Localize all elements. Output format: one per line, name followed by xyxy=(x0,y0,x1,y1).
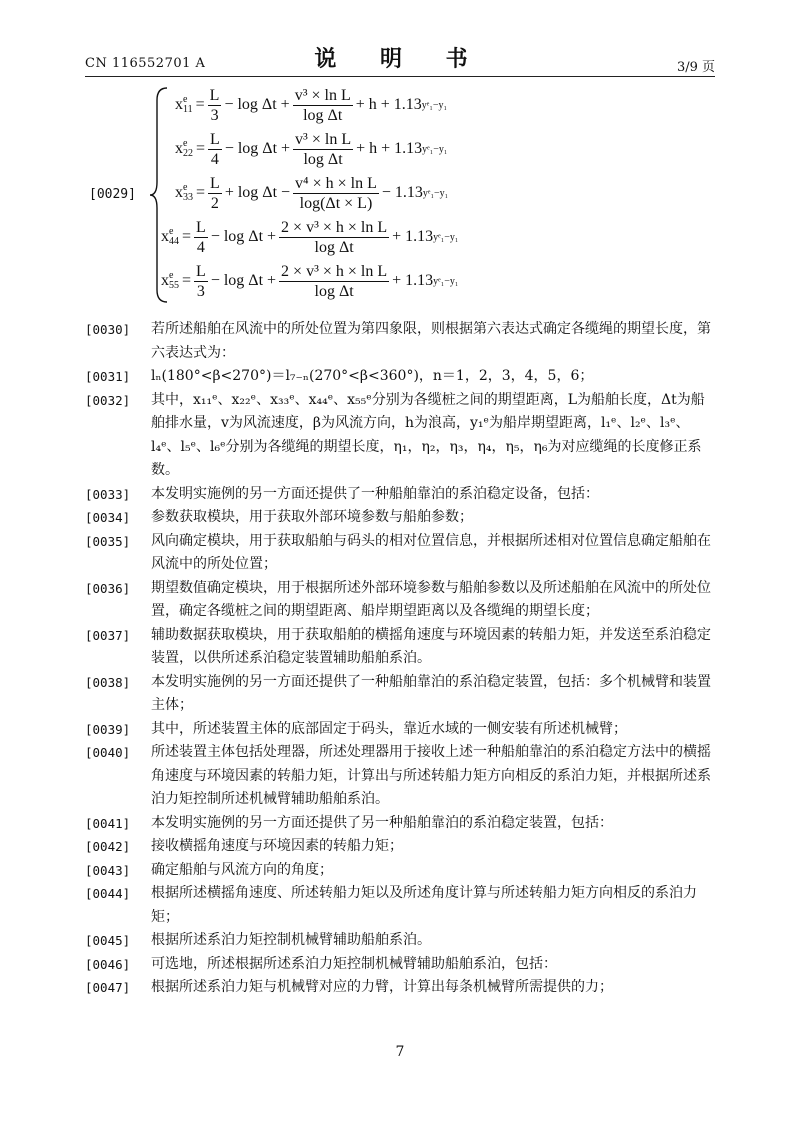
fraction xyxy=(293,86,353,125)
paragraph-number: [0038] xyxy=(85,674,131,690)
fraction-numerator: L xyxy=(210,130,220,148)
paragraph-number: [0040] xyxy=(85,745,131,760)
paragraph-number: [0047] xyxy=(85,980,131,995)
paragraph-text: 本发明实施例的另一方面还提供了一种船舶靠泊的系泊稳定装置，包括：多个机械臂和装置主体； xyxy=(151,673,711,713)
fraction-denominator: log(Δt × L) xyxy=(299,194,373,212)
fraction-denominator: log Δt xyxy=(303,150,343,168)
paragraph-number: [0043] xyxy=(85,862,131,878)
paragraph-text: 根据所述系泊力矩控制机械臂辅助船舶系泊。 xyxy=(151,932,431,948)
fraction-denominator: 3 xyxy=(210,106,219,124)
equation-term: + log Δt − xyxy=(224,184,291,201)
equation-term: + h + 1.13 xyxy=(356,140,423,157)
paragraph-number: [0042] xyxy=(85,839,131,854)
equation-lhs: x xyxy=(161,272,169,289)
paragraph xyxy=(85,624,715,671)
equation-superscript: e xyxy=(169,226,174,237)
fraction xyxy=(279,262,389,301)
equation-superscript: e xyxy=(169,270,174,281)
paragraph xyxy=(85,318,715,365)
paragraph xyxy=(85,859,715,883)
paragraph-number: [0032] xyxy=(85,392,131,408)
paragraph-text: 本发明实施例的另一方面还提供了一种船舶靠泊的系泊稳定设备，包括： xyxy=(151,485,599,502)
paragraph xyxy=(85,953,715,977)
equation-superscript: e xyxy=(183,94,188,105)
fraction xyxy=(279,218,389,257)
paragraph xyxy=(85,929,715,953)
paragraph xyxy=(85,671,715,718)
paragraph xyxy=(85,577,715,624)
equation-subscript: 44 xyxy=(169,236,179,247)
paragraph-text: 确定船舶与风流方向的角度； xyxy=(151,861,333,878)
paragraph-text: 本发明实施例的另一方面还提供了另一种船舶靠泊的系泊稳定装置，包括： xyxy=(151,814,613,831)
paragraph-number: [0033] xyxy=(85,486,131,502)
paragraph-text: 根据所述系泊力矩与机械臂对应的力臂，计算出每条机械臂所需提供的力； xyxy=(151,979,613,995)
paragraph-text: 其中，x₁₁ᵉ、x₂₂ᵉ、x₃₃ᵉ、x₄₄ᵉ、x₅₅ᵉ分别为各缆桩之间的期望距离，L为船舶长度，Δt为船舶排水量，v为风流速度，β为风流方向，h为浪高，y₁ᵉ为船岸期望距离，l₁ᵉ、l₂ᵉ、l₃ᵉ、l₄ᵉ、l₅ᵉ、l₆ᵉ分别为各缆绳的期望长度，η₁，η₂，η₃，η₄，η₅，η₆为对应缆绳的长度修正系数。 xyxy=(151,391,705,478)
fraction-denominator: log Δt xyxy=(303,106,343,124)
paragraph-text: 辅助数据获取模块，用于获取船舶的横摇角速度与环境因素的转船力矩，并发送至系泊稳定装置，以供所述系泊稳定装置辅助船舶系泊。 xyxy=(151,626,711,666)
fraction xyxy=(293,130,353,169)
equation-row xyxy=(175,84,447,126)
fraction xyxy=(293,174,379,213)
fraction xyxy=(194,262,208,301)
fraction-denominator: 3 xyxy=(196,282,205,300)
equation-row xyxy=(161,260,458,302)
fraction-numerator: L xyxy=(196,218,206,236)
equation-superscript: e xyxy=(183,138,188,149)
fraction-denominator: 2 xyxy=(210,194,219,212)
equals-sign: = xyxy=(196,140,206,157)
fraction xyxy=(208,174,222,213)
page-title: 说 明 书 xyxy=(314,46,486,72)
paragraph xyxy=(85,976,715,1000)
fraction-denominator: 4 xyxy=(210,150,219,168)
formula-block xyxy=(85,84,715,306)
fraction-numerator: 2 × v³ × h × ln L xyxy=(281,218,388,236)
equation-indices xyxy=(183,183,193,203)
equation-row xyxy=(175,172,448,214)
header-divider xyxy=(85,76,715,77)
equation-subscript: 55 xyxy=(169,280,179,291)
equation-lhs: x xyxy=(161,228,169,245)
fraction-denominator: log Δt xyxy=(314,238,354,256)
paragraph xyxy=(85,506,715,530)
equation-lhs: x xyxy=(175,140,183,157)
equation-row xyxy=(161,216,458,258)
equation-term: − log Δt + xyxy=(210,272,277,289)
paragraph-text: 若所述船舶在风流中的所处位置为第四象限，则根据第六表达式确定各缆绳的期望长度，第六表达式为： xyxy=(151,321,711,361)
page-header xyxy=(85,42,715,74)
equation-indices xyxy=(169,227,179,247)
equation-term: − 1.13 xyxy=(381,184,423,201)
equation-term: + h + 1.13 xyxy=(355,96,422,113)
equation-term: + 1.13 xyxy=(392,272,434,289)
paragraph-number: [0044] xyxy=(85,886,131,901)
paragraph-number: [0036] xyxy=(85,580,131,596)
fraction-numerator: L xyxy=(196,262,206,280)
paragraph xyxy=(85,365,715,389)
paragraph-number: [0030] xyxy=(85,322,131,337)
paragraph-number: [0041] xyxy=(85,815,131,831)
equation-indices xyxy=(183,95,193,115)
page-number: 7 xyxy=(395,1044,405,1060)
paragraph-number: [0046] xyxy=(85,956,131,972)
page-indicator: 3/9 页 xyxy=(676,60,715,75)
equation-subscript: 22 xyxy=(183,148,193,159)
paragraph-number: [0037] xyxy=(85,627,131,643)
paragraph xyxy=(85,718,715,742)
paragraph xyxy=(85,483,715,507)
paragraph xyxy=(85,882,715,929)
fraction-denominator: 4 xyxy=(196,238,205,256)
equation-lhs: x xyxy=(175,96,183,113)
paragraph-text: lₙ(180°<β<270°)＝l₇₋ₙ(270°<β<360°)，n＝1，2，3，4，5，6； xyxy=(151,368,594,384)
paragraph-number: [0045] xyxy=(85,933,131,948)
paragraph xyxy=(85,835,715,859)
equals-sign: = xyxy=(196,184,206,201)
equation-exponent: yᵉ₁−y₁ xyxy=(422,187,449,199)
paragraph-text: 根据所述横摇角速度、所述转船力矩以及所述角度计算与所述转船力矩方向相反的系泊力矩； xyxy=(151,885,697,925)
paragraph-text: 期望数值确定模块，用于根据所述外部环境参数与船舶参数以及所述船舶在风流中的所处位置，确定各缆桩之间的期望距离、船岸期望距离以及各缆绳的期望长度； xyxy=(151,579,711,619)
fraction-numerator: v⁴ × h × ln L xyxy=(295,174,377,192)
publication-number: CN 116552701 A xyxy=(85,56,206,71)
equation-subscript: 33 xyxy=(183,192,193,203)
paragraph xyxy=(85,741,715,812)
equation-term: − log Δt + xyxy=(210,228,277,245)
paragraph-text: 所述装置主体包括处理器，所述处理器用于接收上述一种船舶靠泊的系泊稳定方法中的横摇角速度与环境因素的转船力矩，计算出与所述转船力矩方向相反的系泊力矩，并根据所述系泊力矩控制所述机械臂辅助船舶系泊。 xyxy=(151,744,711,807)
description-body xyxy=(85,318,715,1000)
fraction-numerator: v³ × ln L xyxy=(294,86,351,104)
fraction xyxy=(208,86,222,125)
equation-indices xyxy=(169,271,179,291)
equals-sign: = xyxy=(182,272,192,289)
equation-exponent: yᵉ₁−y₁ xyxy=(422,143,448,155)
equation-exponent: yᵉ₁−y₁ xyxy=(433,275,459,287)
equation-row xyxy=(175,128,447,170)
fraction-numerator: L xyxy=(209,86,220,104)
paragraph-text: 可选地，所述根据所述系泊力矩控制机械臂辅助船舶系泊，包括： xyxy=(151,955,557,972)
equation-term: − log Δt + xyxy=(224,96,290,113)
paragraph-text: 其中，所述装置主体的底部固定于码头，靠近水域的一侧安装有所述机械臂； xyxy=(151,720,627,737)
fraction-denominator: log Δt xyxy=(314,282,354,300)
paragraph-number: [0035] xyxy=(85,533,131,549)
equation-term: + 1.13 xyxy=(392,228,434,245)
fraction-numerator: v³ × ln L xyxy=(295,130,352,148)
fraction-numerator: L xyxy=(210,174,220,192)
equation-exponent: yᵉ₁−y₁ xyxy=(433,231,459,243)
fraction-numerator: 2 × v³ × h × ln L xyxy=(281,262,388,280)
paragraph xyxy=(85,812,715,836)
equals-sign: = xyxy=(195,96,205,113)
equation-exponent: yᵉ₁−y₁ xyxy=(421,99,447,111)
equation-superscript: e xyxy=(183,182,188,193)
paragraph-text: 风向确定模块，用于获取船舶与码头的相对位置信息，并根据所述相对位置信息确定船舶在风流中的所处位置； xyxy=(151,532,711,572)
paragraph-text: 参数获取模块，用于获取外部环境参数与船舶参数； xyxy=(151,509,473,525)
equation-term: − log Δt + xyxy=(224,140,291,157)
equation-lhs: x xyxy=(175,184,183,201)
paragraph-number: [0031] xyxy=(85,369,131,384)
paragraph-text: 接收横摇角速度与环境因素的转船力矩； xyxy=(151,838,403,854)
paragraph xyxy=(85,530,715,577)
paragraph xyxy=(85,389,715,483)
paragraph-number: [0039] xyxy=(85,721,131,737)
fraction xyxy=(208,130,222,169)
formula-para-number: [0029] xyxy=(89,187,136,202)
equals-sign: = xyxy=(182,228,192,245)
paragraph-number: [0034] xyxy=(85,510,131,525)
fraction xyxy=(194,218,208,257)
equation-indices xyxy=(183,139,193,159)
equation-subscript: 11 xyxy=(183,104,193,115)
